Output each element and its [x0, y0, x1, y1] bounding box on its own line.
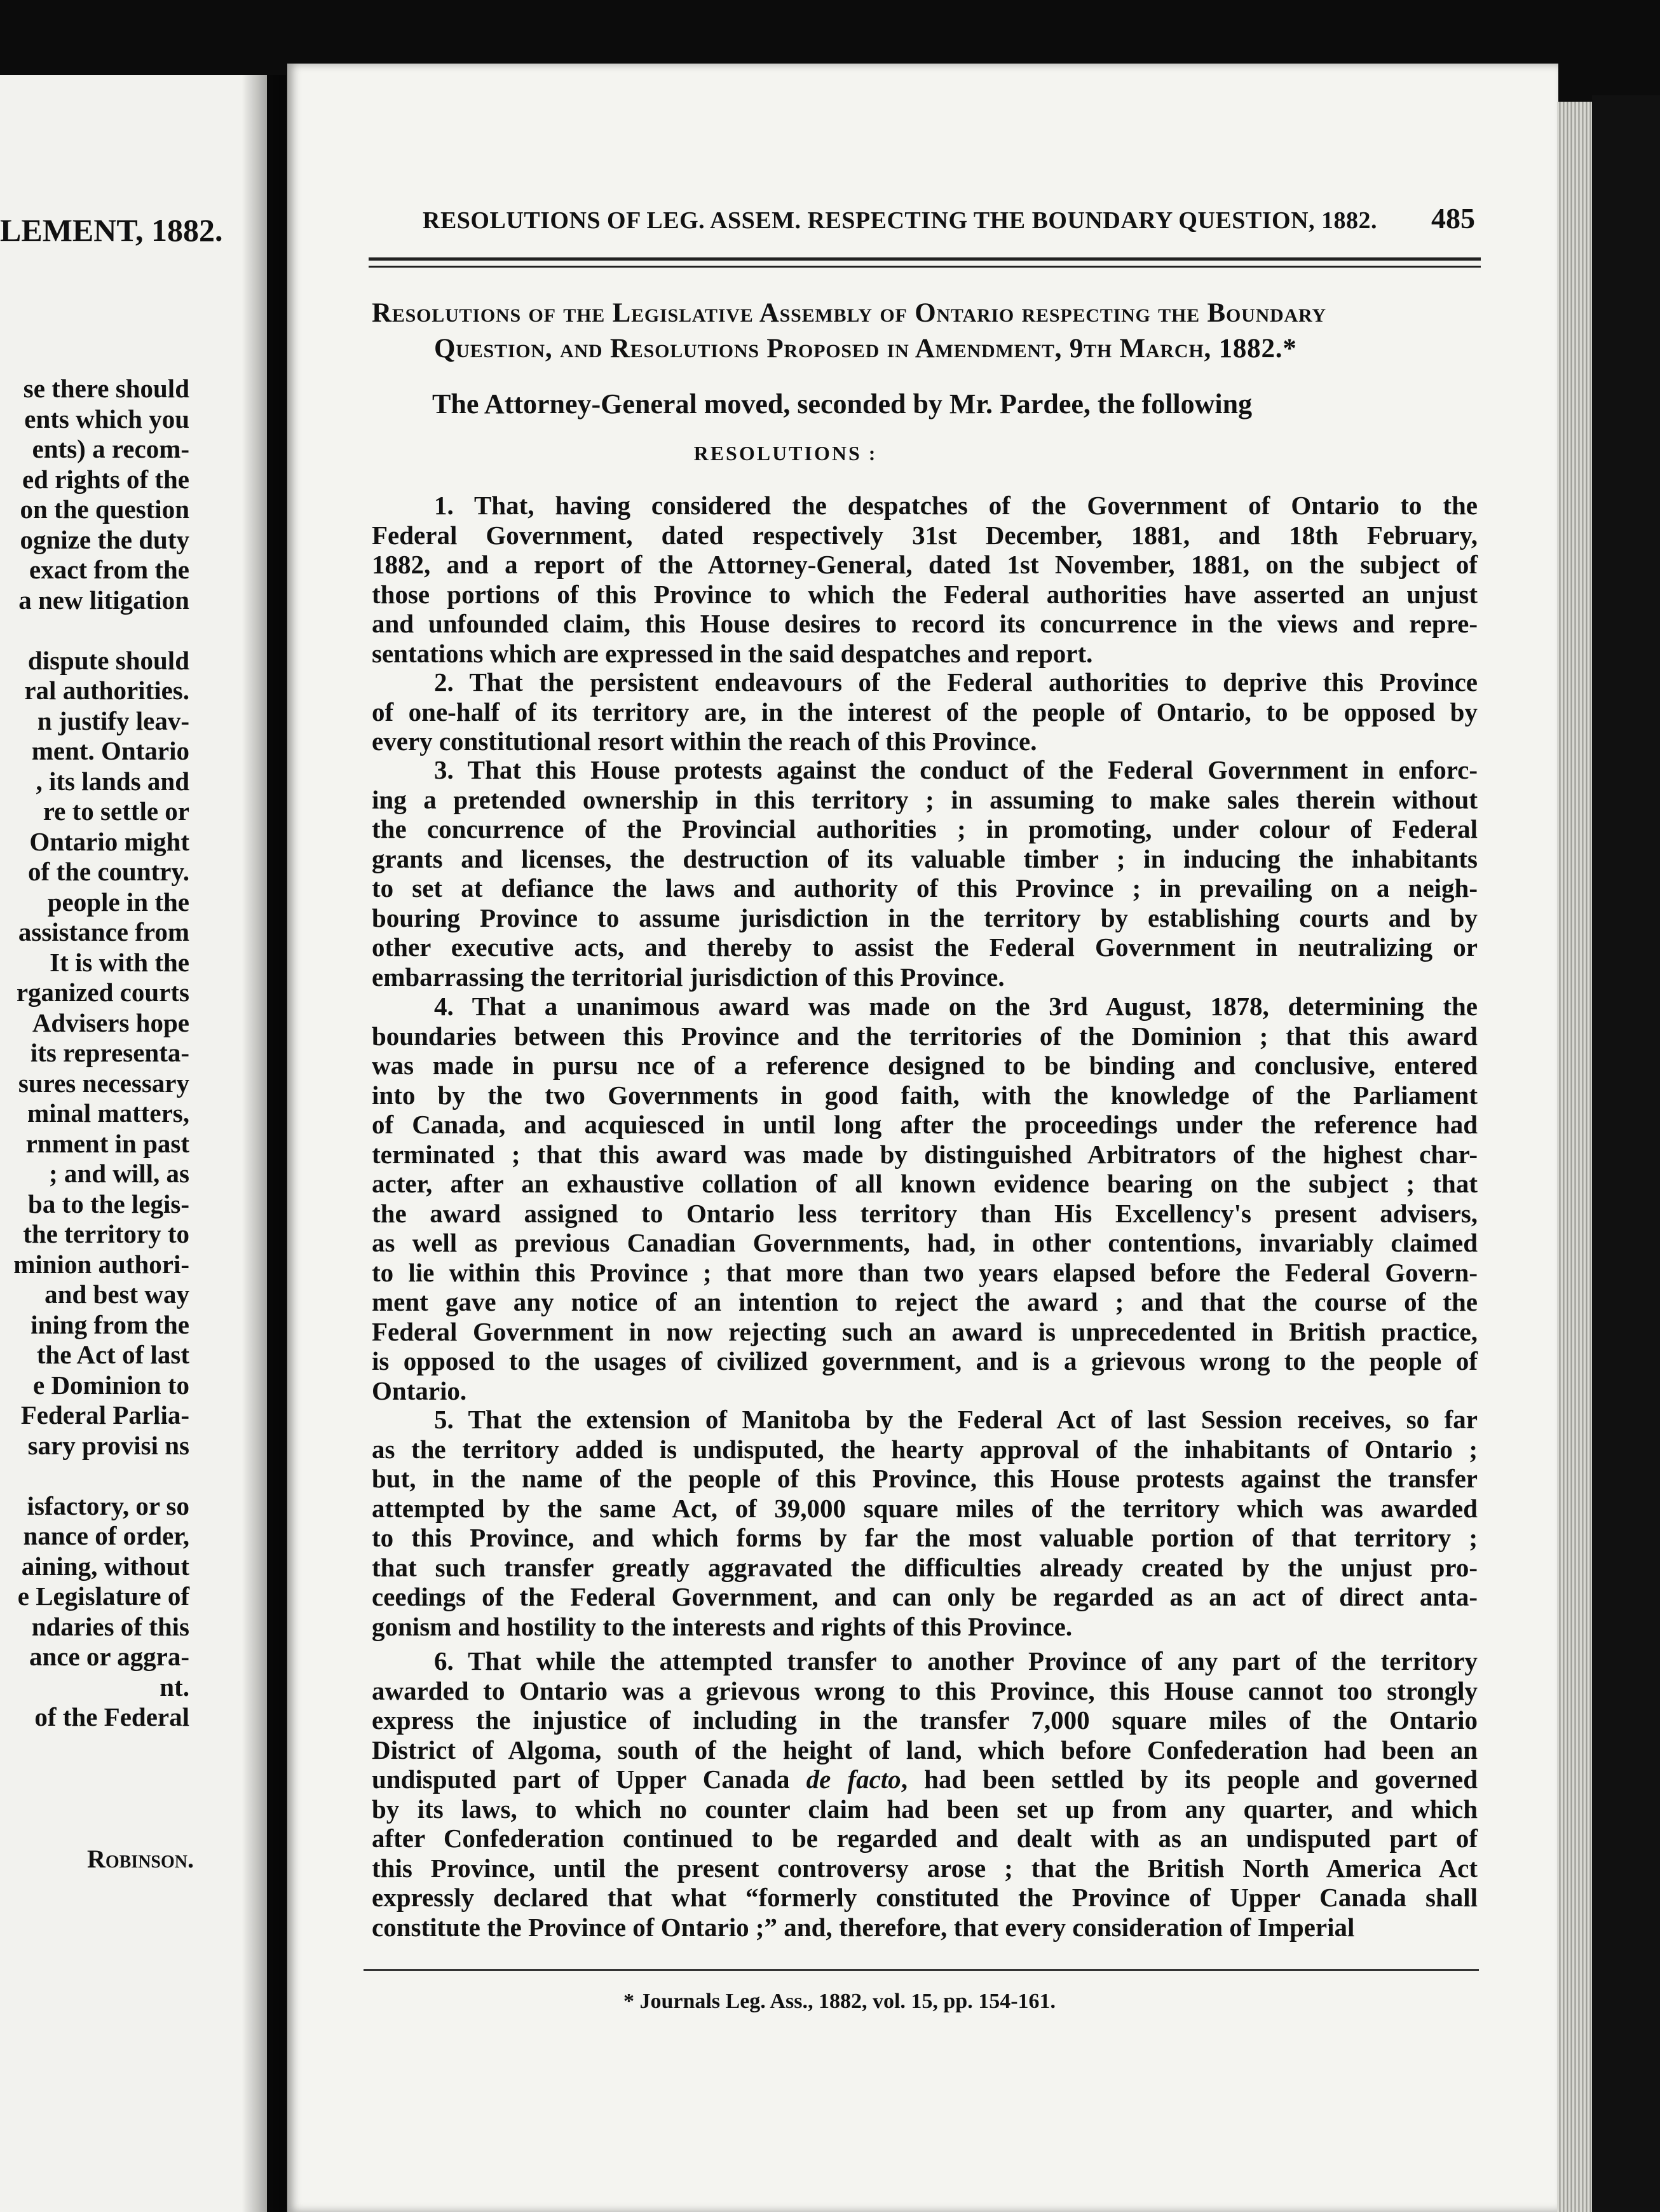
left-page-line [0, 1461, 189, 1491]
left-page-line: ents which you [24, 404, 189, 434]
left-page-line: ents) a recom- [32, 434, 189, 463]
paragraph-line: Federal Government, dated respectively 31st December, 1881, and 18th February, [372, 520, 1478, 550]
page-edges [1557, 102, 1595, 2212]
paragraph-line: attempted by the same Act, of 39,000 square miles of the territory which was awarded [372, 1493, 1478, 1523]
paragraph-line: 1. That, having considered the despatches of the Government of Ontario to the [434, 491, 1478, 520]
paragraph-line: by its laws, to which no counter claim had been set up from any quarter, and which [372, 1794, 1478, 1824]
paragraph-line: the concurrence of the Provincial authorities ; in promoting, under colour of Federal [372, 814, 1478, 843]
paragraph-line: expressly declared that what “formerly constituted the Province of Upper Canada shall [372, 1883, 1478, 1912]
paragraph-line: other executive acts, and thereby to assist the Federal Government in neutralizing or [372, 932, 1478, 962]
paragraph-line: boundaries between this Province and the territories of the Dominion ; that this award [372, 1021, 1478, 1051]
paragraph-line: was made in pursu nce of a reference designed to be binding and conclusive, entered [372, 1051, 1478, 1080]
book-gutter [242, 75, 286, 2212]
right-scan-border [1592, 95, 1660, 2212]
left-page-line: the Act of last [36, 1340, 189, 1369]
left-page-line: the territory to [23, 1219, 189, 1248]
footnote-rule [364, 1969, 1479, 1971]
paragraph-line: to lie within this Province ; that more than two years elapsed before the Federal Govern- [372, 1257, 1478, 1287]
paragraph-line: acter, after an exhaustive collation of all known evidence bearing on the subject ; that [372, 1169, 1478, 1198]
left-page-line: sary provisi ns [27, 1430, 189, 1460]
footnote [0, 1990, 1660, 2014]
document-title [372, 296, 1481, 367]
paragraph-line: 1882, and a report of the Attorney-General, dated 1st November, 1881, on the subject of [372, 550, 1478, 579]
left-page-line: ndaries of this [31, 1611, 189, 1641]
left-page-line: dispute should [27, 645, 189, 675]
paragraph-line: embarrassing the territorial jurisdiction of this Province. [372, 962, 1005, 992]
resolutions-heading-text: RESOLUTIONS : [693, 442, 878, 465]
paragraph-line: those portions of this Province to which the Federal authorities have asserted an unjust [372, 579, 1478, 609]
paragraph-line: sentations which are expressed in the said despatches and report. [372, 638, 1093, 668]
paragraph-line: of one-half of its territory are, in the interest of the people of Ontario, to be opposed by [372, 697, 1478, 727]
left-page-line: exact from the [29, 555, 189, 584]
left-page-line: ment. Ontario [31, 736, 189, 765]
left-page-line: rnment in past [25, 1128, 189, 1158]
mover-statement: The Attorney-General moved, seconded by Mr. Pardee, the following [432, 388, 1253, 420]
running-header: RESOLUTIONS OF LEG. ASSEM. RESPECTING THE BOUNDARY QUESTION, 1882. [423, 207, 1378, 234]
left-page-line [0, 615, 189, 646]
left-page-text [0, 374, 189, 1733]
left-page-line: ba to the legis- [28, 1189, 189, 1219]
resolution-paragraph-2 [372, 667, 1478, 756]
paragraph-line: awarded to Ontario was a grievous wrong to this Province, this House cannot too strongly [372, 1676, 1478, 1705]
paragraph-line: but, in the name of the people of this Province, this House protests against the transfer [372, 1464, 1478, 1493]
left-page-line: rganized courts [16, 978, 189, 1007]
left-page-line: a new litigation [18, 585, 189, 615]
left-page-fragment [0, 75, 267, 2212]
paragraph-line: gonism and hostility to the interests and rights of this Province. [372, 1611, 1073, 1641]
left-page-line: people in the [47, 887, 189, 917]
header-rule [369, 266, 1481, 268]
left-page-signature: Robinson. [86, 1845, 194, 1873]
page-number: 485 [1431, 202, 1475, 235]
paragraph-line: is opposed to the usages of civilized government, and is a grievous wrong to the people of [372, 1346, 1478, 1376]
left-page-line: nance of order, [23, 1521, 189, 1550]
paragraph-line: as well as previous Canadian Governments, had, in other contentions, invariably claimed [372, 1228, 1478, 1257]
left-page-line: n justify leav- [37, 706, 189, 735]
paragraph-line: ing a pretended ownership in this territory ; in assuming to make sales therein without [372, 784, 1478, 814]
paragraph-line: and unfounded claim, this House desires to record its concurrence in the views and repre- [372, 609, 1478, 638]
left-page-line: ; and will, as [49, 1159, 189, 1188]
paragraph-line: terminated ; that this award was made by distinguished Arbitrators of the highest char- [372, 1139, 1478, 1169]
left-page-line: nt. [160, 1672, 189, 1702]
resolutions-heading [0, 442, 1660, 465]
paragraph-line: to this Province, and which forms by far the most valuable portion of that territory ; [372, 1523, 1478, 1552]
paragraph-line: every constitutional resort within the reach of this Province. [372, 727, 1037, 756]
title-line: Question, and Resolutions Proposed in Amendment, 9th March, 1882.* [434, 334, 1297, 364]
paragraph-line: after Confederation continued to be regarded and dealt with as an undisputed part of [372, 1824, 1478, 1853]
resolution-paragraph-6 [372, 1646, 1478, 1942]
left-page-line: assistance from [18, 917, 189, 946]
left-page-line: Ontario might [29, 826, 189, 856]
left-page-line: ining from the [31, 1309, 189, 1339]
resolution-paragraph-5 [372, 1405, 1478, 1641]
title-line: Resolutions of the Legislative Assembly of Ontario respecting the Boundary [372, 298, 1326, 328]
paragraph-line: this Province, until the present controversy arose ; that the British North America Act [372, 1853, 1478, 1883]
resolution-paragraph-1 [372, 491, 1478, 668]
left-page-line: e Legislature of [17, 1581, 189, 1611]
paragraph-line: ceedings of the Federal Government, and can only be regarded as an act of direct anta- [372, 1582, 1478, 1611]
paragraph-line: 3. That this House protests against the conduct of the Federal Government in enforc- [434, 755, 1478, 784]
resolution-paragraph-3 [372, 755, 1478, 992]
resolution-paragraph-4 [372, 992, 1478, 1405]
paragraph-line: Ontario. [372, 1376, 467, 1405]
paragraph-line: of Canada, and acquiesced in until long after the proceedings under the reference had [372, 1110, 1478, 1139]
paragraph-line: to set at defiance the laws and authority of this Province ; in prevailing on a neigh- [372, 873, 1478, 903]
paragraph-line: that such transfer greatly aggravated the difficulties already created by the unjust pro- [372, 1552, 1478, 1582]
paragraph-line: as the territory added is undisputed, the hearty approval of the inhabitants of Ontario ; [372, 1434, 1478, 1464]
left-page-line: It is with the [50, 947, 189, 977]
paragraph-line: District of Algoma, south of the height of land, which before Confederation had been an [372, 1735, 1478, 1765]
left-page-line: Federal Parlia- [20, 1400, 189, 1430]
paragraph-line: grants and licenses, the destruction of its valuable timber ; in inducing the inhabitants [372, 843, 1478, 873]
left-page-line: isfactory, or so [27, 1491, 189, 1520]
footnote-text: * Journals Leg. Ass., 1882, vol. 15, pp. 154-161. [623, 1990, 1056, 2013]
paragraph-line: Federal Government in now rejecting such an award is unprecedented in British practice, [372, 1316, 1478, 1346]
header-rule [369, 257, 1481, 261]
paragraph-line: 5. That the extension of Manitoba by the Federal Act of last Session receives, so far [434, 1405, 1478, 1434]
left-page-line: minal matters, [27, 1098, 189, 1128]
paragraph-line: bouring Province to assume jurisdiction in the territory by establishing courts and by [372, 903, 1478, 932]
left-page-line: , its lands and [36, 766, 189, 796]
paragraph-line: the award assigned to Ontario less territory than His Excellency's present advisers, [372, 1198, 1478, 1228]
left-page-line: and best way [44, 1280, 189, 1309]
left-page-line: Advisers hope [32, 1007, 189, 1037]
left-page-line: se there should [23, 374, 189, 403]
left-page-line: of the country. [28, 857, 189, 886]
paragraph-line: 4. That a unanimous award was made on the 3rd August, 1878, determining the [434, 992, 1478, 1021]
left-page-line: ance or aggra- [29, 1642, 189, 1671]
left-page-line: of the Federal [34, 1702, 189, 1731]
left-page-line: sures necessary [18, 1068, 189, 1098]
left-page-line: its representa- [30, 1038, 189, 1067]
paragraph-line: express the injustice of including in the transfer 7,000 square miles of the Ontario [372, 1705, 1478, 1735]
paragraph-line: 6. That while the attempted transfer to another Province of any part of the territory [434, 1646, 1478, 1676]
left-page-line: aining, without [21, 1551, 189, 1581]
paragraph-line: ment gave any notice of an intention to reject the award ; and that the course of the [372, 1287, 1478, 1316]
paragraph-line: 2. That the persistent endeavours of the Federal authorities to deprive this Province [434, 667, 1478, 697]
paragraph-line: into by the two Governments in good faith, with the knowledge of the Parliament [372, 1080, 1478, 1110]
left-page-header: LEMENT, 1882. [0, 212, 223, 248]
left-page-line: e Dominion to [33, 1370, 189, 1400]
paragraph-line: constitute the Province of Ontario ;” and, therefore, that every consideration of Imperial [372, 1912, 1355, 1942]
left-page-line: minion authori- [13, 1249, 189, 1279]
left-page-line: ed rights of the [22, 464, 189, 494]
left-page-line: on the question [20, 495, 189, 524]
left-page-line: ral authorities. [24, 676, 189, 705]
paragraph-line: undisputed part of Upper Canada de facto, had been settled by its people and governed [372, 1765, 1478, 1794]
left-page-line: re to settle or [43, 796, 189, 826]
left-page-line: ognize the duty [20, 524, 189, 554]
